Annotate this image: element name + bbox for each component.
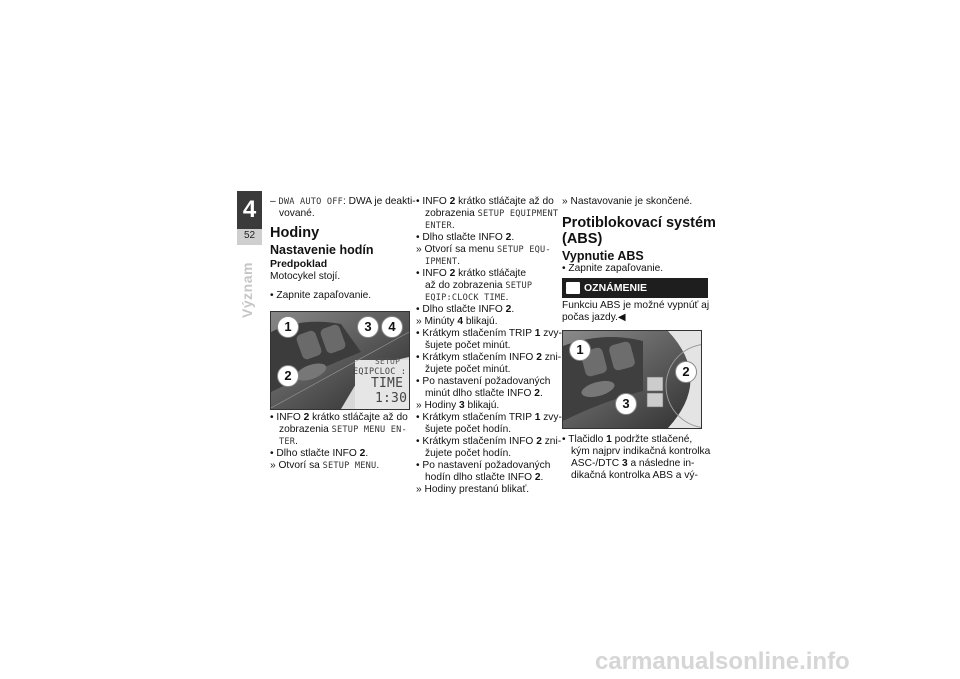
callout-2: 2 [277, 365, 299, 387]
lcd-time: TIME [371, 376, 404, 391]
c3-line-4: dikačná kontrolka ABS a vý- [571, 470, 698, 481]
c2-line-1: • INFO 2 krátko stláčajte až do [416, 196, 554, 207]
c3-step-ignition: • Zapnite zapaľovanie. [562, 263, 664, 274]
step-info-1b: zobrazenia SETUP MENU EN- [279, 424, 407, 435]
lcd-setup: SETUP [375, 357, 401, 366]
dwa-line: – DWA AUTO OFF: DWA je deakti- [270, 196, 416, 207]
c2-line-7: • INFO 2 krátko stláčajte [416, 268, 527, 279]
heading-abs-1: Protiblokovací systém [562, 215, 716, 231]
c2-line-25: » Hodiny prestanú blikať. [416, 484, 530, 495]
c2-line-20: šujete počet hodín. [425, 424, 512, 435]
callout-2: 2 [675, 361, 697, 383]
c2-line-22: žujete počet hodín. [425, 448, 512, 459]
callout-3: 3 [615, 393, 637, 415]
c2-line-24: hodín dlho stlačte INFO 2. [425, 472, 544, 483]
heading-nastavenie: Nastavenie hodín [270, 243, 374, 257]
callout-3: 3 [357, 316, 379, 338]
c2-line-3: ENTER. [425, 220, 455, 231]
c3-line-2: kým najprv indikačná kontrolka [571, 446, 711, 457]
watermark: carmanualsonline.info [595, 648, 850, 675]
notice-text-2: počas jazdy.◀ [562, 312, 626, 323]
figure-clock-controls [270, 311, 410, 410]
c2-line-2: zobrazenia SETUP EQUIPMENT [425, 208, 559, 219]
c3-done: » Nastavovanie je skončené. [562, 196, 693, 207]
c2-line-9: EQIP:CLOCK TIME. [425, 292, 509, 303]
side-chapter-title-text: Význam [239, 262, 255, 318]
step-ignition: • Zapnite zapaľovanie. [270, 290, 372, 301]
step-info-1c: TER. [279, 436, 298, 447]
c2-line-6: IPMENT. [425, 256, 461, 267]
c2-line-18: » Hodiny 3 blikajú. [416, 400, 500, 411]
c2-line-19: • Krátkym stlačením TRIP 1 zvy- [416, 412, 562, 423]
heading-hodiny: Hodiny [270, 225, 320, 241]
figure-abs-controls [562, 330, 702, 429]
c3-line-3: ASC-/DTC 3 a následne in- [571, 458, 695, 469]
step-long-press: • Dlho stlačte INFO 2. [270, 448, 369, 459]
callout-1: 1 [277, 316, 299, 338]
notice-text-1: Funkciu ABS je možné vypnúť aj [562, 300, 710, 311]
c2-line-23: • Po nastavení požadovaných [416, 460, 551, 471]
c2-line-13: šujete počet minút. [425, 340, 511, 351]
page-number: 52 [243, 230, 256, 241]
c2-line-8: až do zobrazenia SETUP [425, 280, 533, 291]
lcd-clock-value: 1:30 [375, 391, 408, 406]
side-chapter-title [222, 255, 272, 325]
callout-4: 4 [381, 316, 403, 338]
c2-line-4: • Dlho stlačte INFO 2. [416, 232, 515, 243]
c2-line-16: • Po nastavení požadovaných [416, 376, 551, 387]
c2-line-17: minút dlho stlačte INFO 2. [425, 388, 543, 399]
notice-hand-icon [566, 282, 580, 294]
c2-line-21: • Krátkym stlačením INFO 2 zni- [416, 436, 562, 447]
result-setup-menu: » Otvorí sa SETUP MENU. [270, 460, 380, 471]
c2-line-11: » Minúty 4 blikajú. [416, 316, 498, 327]
step-info-1: • INFO 2 krátko stláčajte až do [270, 412, 408, 423]
c3-line-1: • Tlačidlo 1 podržte stlačené, [562, 434, 693, 445]
c2-line-14: • Krátkym stlačením INFO 2 zni- [416, 352, 562, 363]
chapter-number: 4 [242, 196, 257, 223]
precondition-text: Motocykel stojí. [270, 271, 341, 282]
notice-label: OZNÁMENIE [584, 282, 647, 294]
heading-predpoklad: Predpoklad [270, 258, 328, 270]
end-mark-icon: ◀ [617, 312, 626, 323]
c2-line-10: • Dlho stlačte INFO 2. [416, 304, 515, 315]
heading-vypnutie: Vypnutie ABS [562, 249, 644, 263]
callout-1: 1 [569, 339, 591, 361]
dwa-line-2: vované. [279, 208, 315, 219]
heading-abs-2: (ABS) [562, 231, 603, 247]
c2-line-5: » Otvorí sa menu SETUP EQU- [416, 244, 551, 255]
c2-line-12: • Krátkym stlačením TRIP 1 zvy- [416, 328, 562, 339]
c2-line-15: žujete počet minút. [425, 364, 511, 375]
lcd-eqipcloc: EQIPCLOC : [353, 367, 407, 377]
